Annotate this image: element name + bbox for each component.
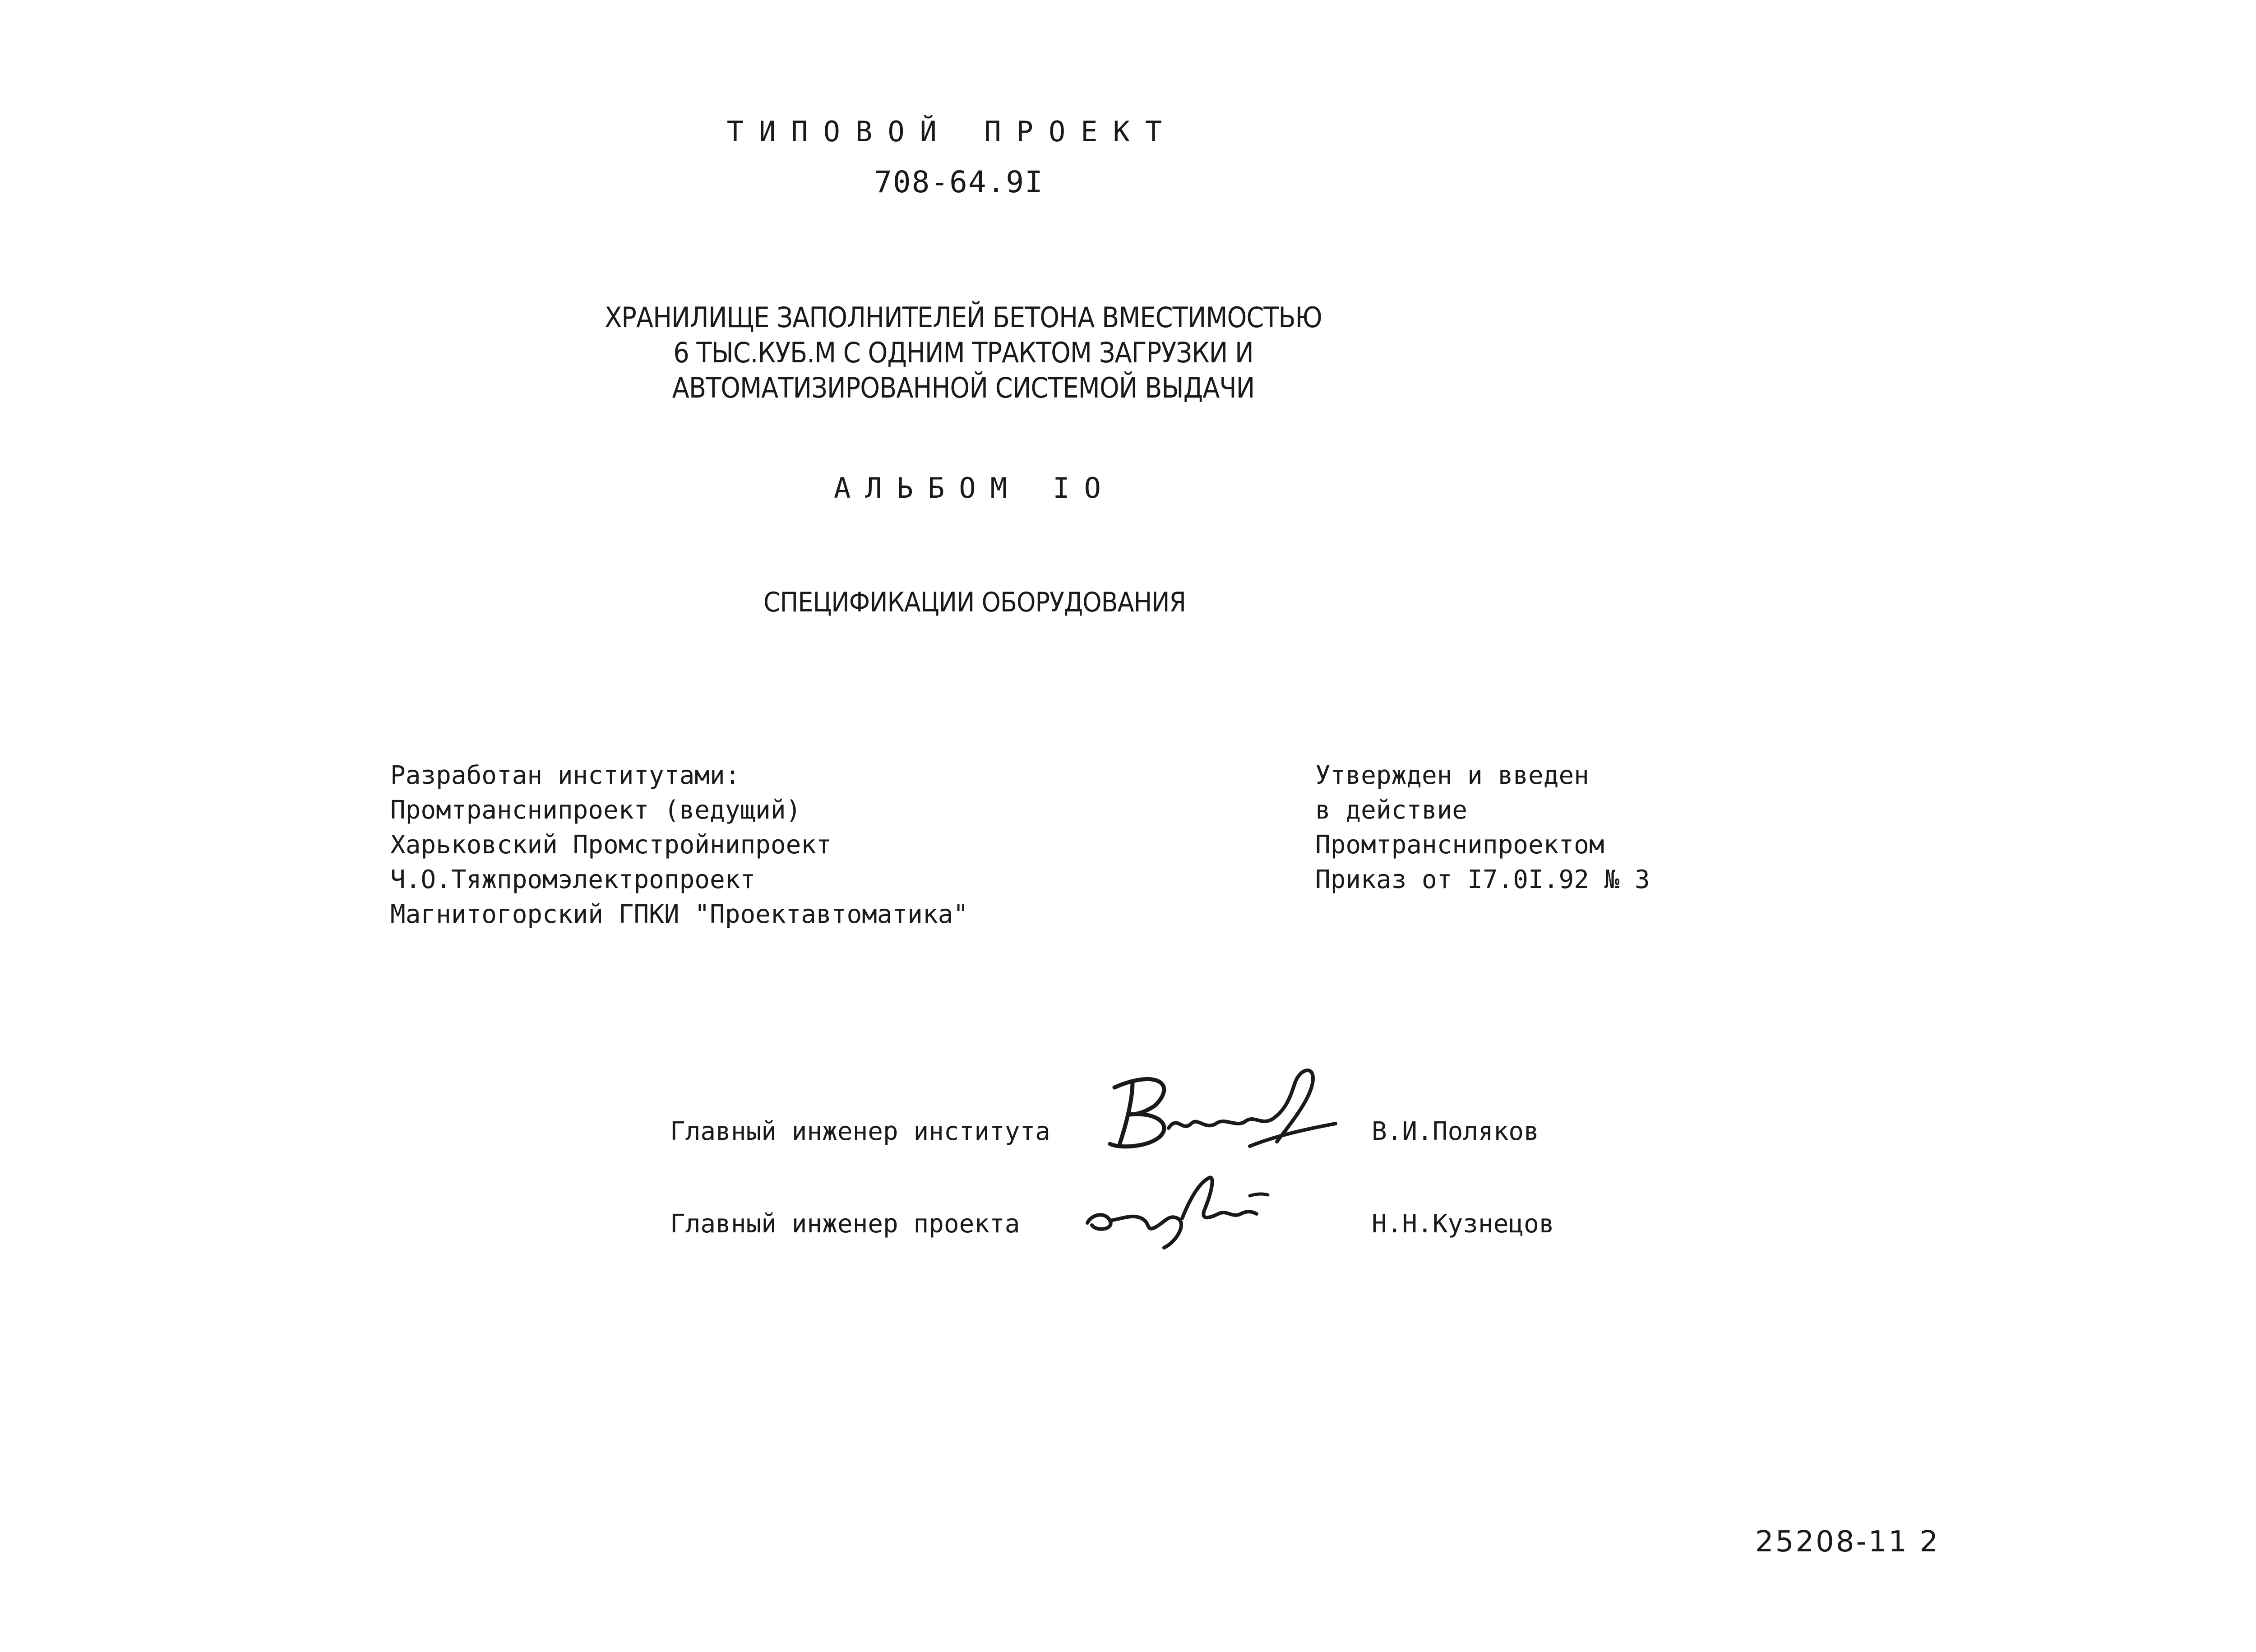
approval-block bbox=[1315, 758, 1650, 897]
object-title bbox=[605, 300, 1322, 406]
institute-3: Ч.О.Тяжпромэлектропроект bbox=[390, 865, 756, 894]
document-code: 25208-11 2 bbox=[1755, 1525, 1940, 1559]
developed-by-heading: Разработан институтами: bbox=[390, 761, 740, 790]
album-number: АЛЬБОМ IO bbox=[834, 472, 1115, 504]
handwritten-signature-1 bbox=[1101, 1056, 1354, 1160]
signature-name-1: В.И.Поляков bbox=[1372, 1117, 1539, 1146]
signature-name-2: Н.Н.Кузнецов bbox=[1372, 1209, 1554, 1239]
signature-role-chief-engineer-institute: Главный инженер института bbox=[670, 1117, 1050, 1146]
object-title-line-1: ХРАНИЛИЩЕ ЗАПОЛНИТЕЛЕЙ БЕТОНА ВМЕСТИМОСТЬЮ bbox=[605, 301, 1322, 334]
approval-line-3: Промтранснипроектом bbox=[1315, 830, 1604, 860]
object-title-line-3: АВТОМАТИЗИРОВАННОЙ СИСТЕМОЙ ВЫДАЧИ bbox=[672, 371, 1255, 404]
developed-by-block bbox=[390, 758, 968, 932]
signature-role-chief-engineer-project: Главный инженер проекта bbox=[670, 1209, 1020, 1239]
approval-line-2: в действие bbox=[1315, 796, 1468, 825]
institute-2: Харьковский Промстройнипроект bbox=[390, 830, 832, 860]
institute-4: Магнитогорский ГПКИ "Проектавтоматика" bbox=[390, 900, 969, 929]
section-title: СПЕЦИФИКАЦИИ ОБОРУДОВАНИЯ bbox=[763, 587, 1186, 618]
object-title-line-2: 6 ТЫС.КУБ.М С ОДНИМ ТРАКТОМ ЗАГРУЗКИ И bbox=[673, 336, 1253, 369]
approval-line-1: Утвержден и введен bbox=[1315, 761, 1589, 790]
document-type-title: ТИПОВОЙ ПРОЕКТ bbox=[726, 115, 1178, 148]
handwritten-signature-2 bbox=[1078, 1169, 1277, 1254]
project-number: 708-64.9I bbox=[874, 165, 1044, 199]
approval-order: Приказ от I7.0I.92 № 3 bbox=[1315, 865, 1650, 894]
institute-1: Промтранснипроект (ведущий) bbox=[390, 796, 801, 825]
